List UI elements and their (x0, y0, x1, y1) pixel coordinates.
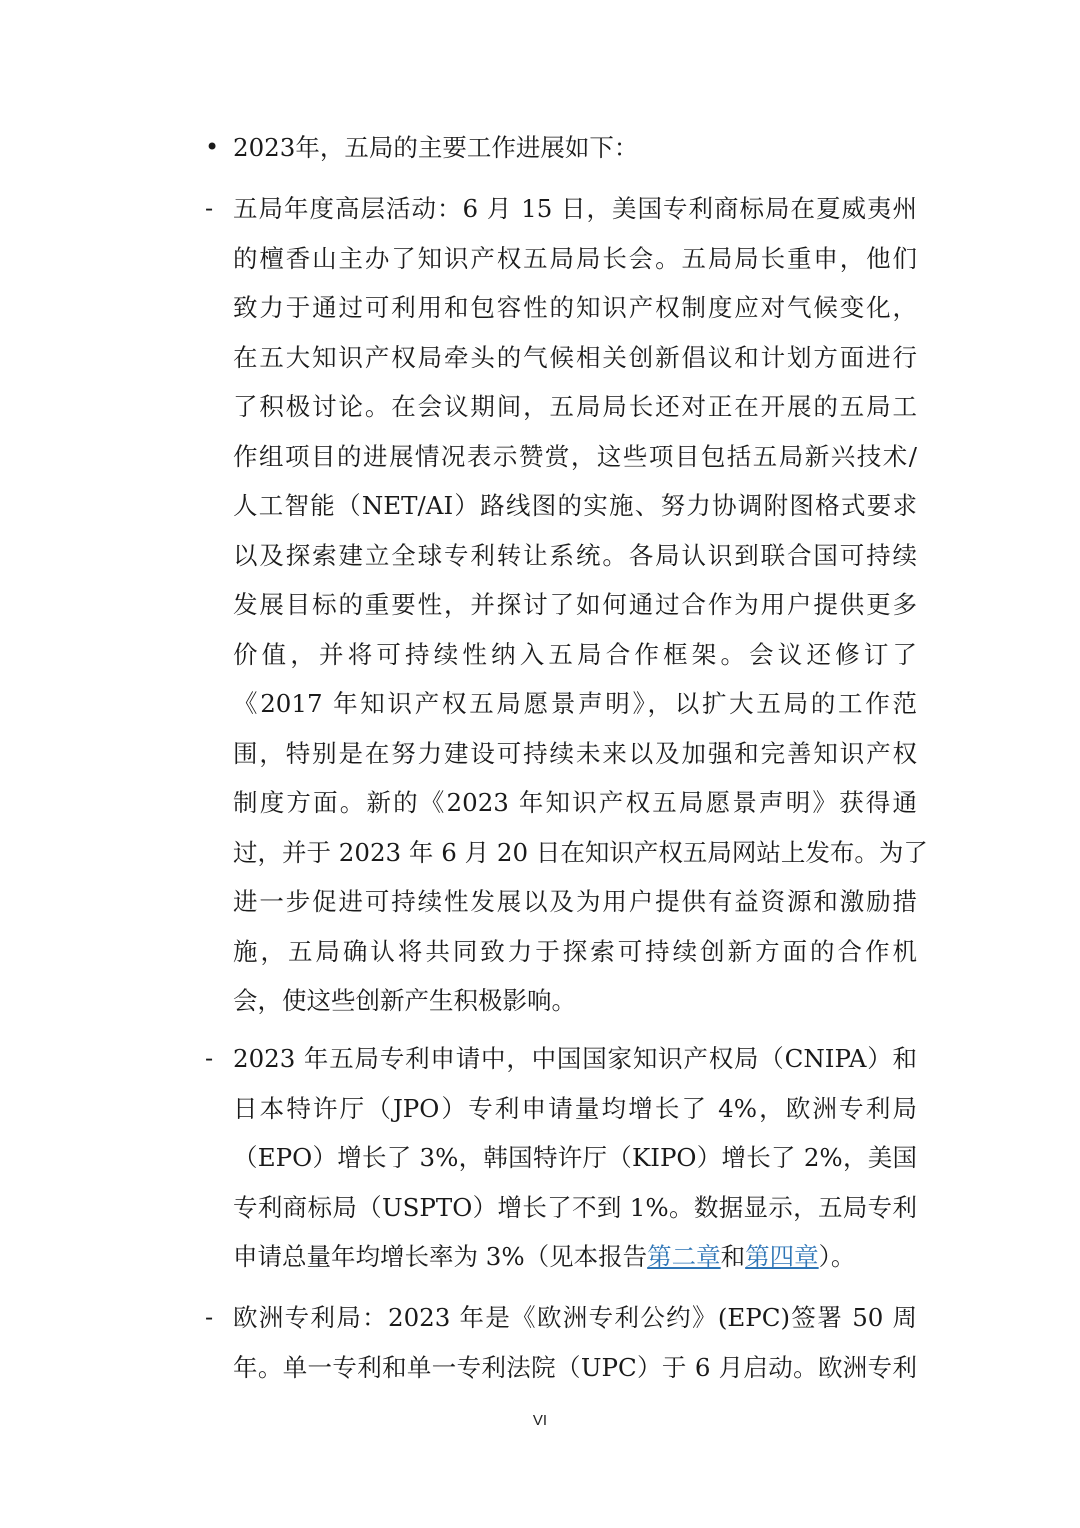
paragraph-line: 欧洲专利局：2023 年是《欧洲专利公约》(EPC)签署 50 周 (233, 1303, 917, 1332)
list-item-epo (205, 1293, 917, 1392)
paragraph-line: 人工智能（NET/AI）路线图的实施、努力协调附图格式要求 (233, 491, 917, 520)
paragraph-line: 2023 年五局专利申请中，中国国家知识产权局（CNIPA）和 (233, 1044, 917, 1073)
intro-bullet (205, 123, 917, 173)
list-item-high-level-meeting (205, 184, 928, 1026)
text-after-links: ）。 (818, 1242, 856, 1271)
paragraph-line: 过，并于 2023 年 6 月 20 日在知识产权五局网站上发布。为了 (233, 837, 928, 867)
bullet-marker: • (205, 133, 220, 161)
paragraph-line: （EPO）增长了 3%，韩国特许厅（KIPO）增长了 2%，美国 (233, 1143, 917, 1172)
paragraph-line: 的檀香山主办了知识产权五局局长会。五局局长重申，他们 (233, 243, 917, 273)
dash-marker: - (205, 194, 214, 222)
dash-marker: - (205, 1303, 214, 1331)
paragraph-line-with-links (233, 1232, 917, 1282)
paragraph-line: 了积极讨论。在会议期间，五局局长还对正在开展的五局工 (233, 392, 917, 421)
text-before-links: 申请总量年均增长率为 3%（见本报告 (233, 1242, 648, 1271)
text-and: 和 (720, 1242, 746, 1271)
chapter-four-link[interactable]: 第四章 (745, 1242, 819, 1271)
paragraph-line: 围，特别是在努力建设可持续未来以及加强和完善知识产权 (233, 738, 917, 768)
dash-marker: - (205, 1044, 214, 1072)
paragraph-line: 进一步促进可持续性发展以及为用户提供有益资源和激励措 (233, 887, 917, 916)
paragraph-line: 发展目标的重要性，并探讨了如何通过合作为用户提供更多 (233, 590, 917, 619)
paragraph-line: 会，使这些创新产生积极影响。 (233, 986, 576, 1015)
paragraph-line: 在五大知识产权局牵头的气候相关创新倡议和计划方面进行 (233, 342, 917, 372)
paragraph-line: 《2017 年知识产权五局愿景声明》，以扩大五局的工作范 (233, 689, 917, 718)
paragraph-line: 致力于通过可利用和包容性的知识产权制度应对气候变化， (233, 293, 917, 322)
paragraph-line: 年。单一专利和单一专利法院（UPC）于 6 月启动。欧洲专利 (233, 1352, 917, 1382)
chapter-two-link[interactable]: 第二章 (647, 1242, 721, 1271)
paragraph-line: 专利商标局（USPTO）增长了不到 1%。数据显示，五局专利 (233, 1192, 917, 1222)
paragraph-line: 五局年度高层活动：6 月 15 日，美国专利商标局在夏威夷州 (233, 194, 917, 223)
list-item-patent-applications (205, 1034, 917, 1282)
paragraph-line: 作组项目的进展情况表示赞赏，这些项目包括五局新兴技术/ (233, 441, 917, 471)
paragraph-line: 日本特许厅（JPO）专利申请量均增长了 4%，欧洲专利局 (233, 1093, 917, 1123)
paragraph-line: 施，五局确认将共同致力于探索可持续创新方面的合作机 (233, 936, 917, 966)
intro-text: 2023年，五局的主要工作进展如下： (233, 133, 639, 162)
page-number: VI (532, 1412, 548, 1429)
paragraph-line: 价值，并将可持续性纳入五局合作框架。会议还修订了 (233, 639, 917, 669)
paragraph-line: 制度方面。新的《2023 年知识产权五局愿景声明》获得通 (233, 788, 917, 817)
paragraph-line: 以及探索建立全球专利转让系统。各局认识到联合国可持续 (233, 540, 917, 570)
